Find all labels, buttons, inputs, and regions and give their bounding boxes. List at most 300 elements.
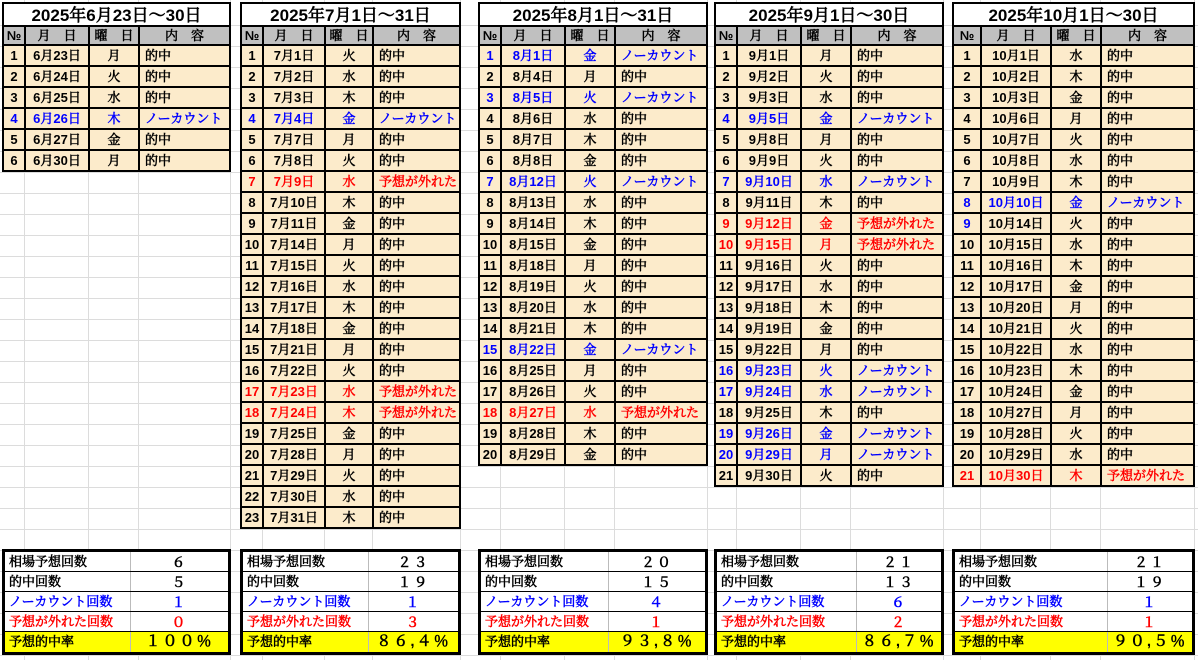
column-header-no[interactable]: №: [715, 26, 737, 45]
cell-content[interactable]: ノーカウント: [615, 87, 707, 108]
column-header-content[interactable]: 内 容: [615, 26, 707, 45]
cell-no[interactable]: 15: [715, 339, 737, 360]
cell-date[interactable]: 10月28日: [981, 423, 1051, 444]
cell-no[interactable]: 14: [953, 318, 981, 339]
cell-content[interactable]: 的中: [373, 66, 460, 87]
cell-content[interactable]: 的中: [1101, 297, 1194, 318]
cell-day[interactable]: 月: [1051, 108, 1101, 129]
cell-day[interactable]: 木: [1051, 171, 1101, 192]
cell-no[interactable]: 5: [241, 129, 263, 150]
cell-date[interactable]: 8月1日: [501, 45, 565, 66]
cell-day[interactable]: 水: [325, 486, 373, 507]
cell-content[interactable]: 的中: [851, 192, 943, 213]
cell-date[interactable]: 10月17日: [981, 276, 1051, 297]
cell-content[interactable]: 的中: [1101, 318, 1194, 339]
cell-day[interactable]: 金: [325, 318, 373, 339]
cell-day[interactable]: 水: [1051, 444, 1101, 465]
cell-no[interactable]: 21: [953, 465, 981, 486]
cell-date[interactable]: 8月27日: [501, 402, 565, 423]
cell-day[interactable]: 火: [565, 276, 615, 297]
summary-value[interactable]: ６: [891, 594, 907, 610]
table-title[interactable]: 2025年10月1日〜30日: [952, 2, 1195, 25]
cell-date[interactable]: 10月8日: [981, 150, 1051, 171]
cell-no[interactable]: 7: [479, 171, 501, 192]
cell-no[interactable]: 19: [953, 423, 981, 444]
summary-value[interactable]: １５: [641, 574, 673, 590]
cell-content[interactable]: 的中: [851, 339, 943, 360]
cell-date[interactable]: 9月29日: [737, 444, 801, 465]
cell-content[interactable]: 的中: [615, 66, 707, 87]
summary-label[interactable]: 予想的中率: [5, 632, 131, 652]
cell-no[interactable]: 15: [241, 339, 263, 360]
cell-date[interactable]: 10月22日: [981, 339, 1051, 360]
cell-no[interactable]: 4: [479, 108, 501, 129]
summary-label[interactable]: 的中回数: [717, 572, 857, 591]
column-header-no[interactable]: №: [953, 26, 981, 45]
cell-day[interactable]: 水: [801, 171, 851, 192]
cell-date[interactable]: 7月9日: [263, 171, 325, 192]
cell-date[interactable]: 9月22日: [737, 339, 801, 360]
cell-date[interactable]: 10月15日: [981, 234, 1051, 255]
cell-no[interactable]: 14: [715, 318, 737, 339]
column-header-day[interactable]: 曜 日: [801, 26, 851, 45]
cell-date[interactable]: 7月16日: [263, 276, 325, 297]
cell-date[interactable]: 8月14日: [501, 213, 565, 234]
cell-day[interactable]: 月: [325, 234, 373, 255]
cell-content[interactable]: 的中: [373, 87, 460, 108]
cell-content[interactable]: 的中: [1101, 276, 1194, 297]
cell-date[interactable]: 9月10日: [737, 171, 801, 192]
cell-no[interactable]: 1: [479, 45, 501, 66]
cell-no[interactable]: 14: [241, 318, 263, 339]
cell-date[interactable]: 7月3日: [263, 87, 325, 108]
cell-day[interactable]: 金: [565, 234, 615, 255]
cell-day[interactable]: 金: [1051, 276, 1101, 297]
cell-content[interactable]: 的中: [615, 108, 707, 129]
cell-no[interactable]: 4: [715, 108, 737, 129]
cell-date[interactable]: 7月31日: [263, 507, 325, 528]
cell-day[interactable]: 金: [801, 213, 851, 234]
cell-day[interactable]: 火: [801, 465, 851, 486]
summary-label[interactable]: 予想が外れた回数: [481, 612, 609, 631]
cell-day[interactable]: 火: [325, 360, 373, 381]
summary-value[interactable]: ９０,５％: [1112, 633, 1188, 650]
cell-date[interactable]: 9月1日: [737, 45, 801, 66]
cell-content[interactable]: ノーカウント: [851, 360, 943, 381]
summary-value[interactable]: １: [649, 614, 665, 630]
cell-content[interactable]: 予想が外れた: [1101, 465, 1194, 486]
cell-day[interactable]: 木: [89, 108, 139, 129]
cell-no[interactable]: 20: [715, 444, 737, 465]
cell-day[interactable]: 木: [1051, 255, 1101, 276]
cell-day[interactable]: 木: [565, 423, 615, 444]
cell-date[interactable]: 8月20日: [501, 297, 565, 318]
cell-day[interactable]: 木: [801, 192, 851, 213]
cell-no[interactable]: 10: [953, 234, 981, 255]
cell-day[interactable]: 水: [801, 87, 851, 108]
cell-content[interactable]: 的中: [615, 318, 707, 339]
cell-content[interactable]: 的中: [1101, 171, 1194, 192]
cell-day[interactable]: 金: [565, 339, 615, 360]
cell-content[interactable]: 的中: [373, 150, 460, 171]
cell-day[interactable]: 金: [565, 150, 615, 171]
cell-content[interactable]: 予想が外れた: [851, 213, 943, 234]
cell-day[interactable]: 火: [565, 87, 615, 108]
cell-content[interactable]: ノーカウント: [373, 108, 460, 129]
cell-no[interactable]: 4: [953, 108, 981, 129]
cell-no[interactable]: 13: [953, 297, 981, 318]
cell-day[interactable]: 水: [1051, 45, 1101, 66]
cell-content[interactable]: 的中: [1101, 339, 1194, 360]
cell-date[interactable]: 7月8日: [263, 150, 325, 171]
cell-day[interactable]: 火: [325, 45, 373, 66]
column-header-content[interactable]: 内 容: [1101, 26, 1194, 45]
cell-day[interactable]: 水: [89, 87, 139, 108]
cell-content[interactable]: 的中: [373, 360, 460, 381]
cell-date[interactable]: 9月15日: [737, 234, 801, 255]
cell-content[interactable]: 的中: [373, 486, 460, 507]
cell-day[interactable]: 月: [801, 444, 851, 465]
cell-date[interactable]: 9月12日: [737, 213, 801, 234]
cell-no[interactable]: 17: [953, 381, 981, 402]
cell-no[interactable]: 1: [3, 45, 25, 66]
cell-date[interactable]: 7月23日: [263, 381, 325, 402]
cell-date[interactable]: 10月3日: [981, 87, 1051, 108]
cell-date[interactable]: 8月5日: [501, 87, 565, 108]
cell-day[interactable]: 火: [325, 150, 373, 171]
cell-day[interactable]: 水: [1051, 339, 1101, 360]
cell-no[interactable]: 15: [479, 339, 501, 360]
cell-content[interactable]: 的中: [851, 297, 943, 318]
cell-content[interactable]: 的中: [1101, 402, 1194, 423]
cell-date[interactable]: 9月5日: [737, 108, 801, 129]
cell-date[interactable]: 9月25日: [737, 402, 801, 423]
summary-value[interactable]: ８６,７％: [861, 633, 937, 650]
summary-value[interactable]: １３: [883, 574, 915, 590]
cell-content[interactable]: 予想が外れた: [615, 402, 707, 423]
cell-no[interactable]: 21: [241, 465, 263, 486]
cell-content[interactable]: ノーカウント: [851, 423, 943, 444]
cell-no[interactable]: 9: [241, 213, 263, 234]
cell-date[interactable]: 9月11日: [737, 192, 801, 213]
cell-day[interactable]: 火: [1051, 129, 1101, 150]
cell-day[interactable]: 火: [565, 171, 615, 192]
cell-date[interactable]: 10月27日: [981, 402, 1051, 423]
cell-content[interactable]: ノーカウント: [139, 108, 230, 129]
cell-day[interactable]: 月: [1051, 297, 1101, 318]
cell-date[interactable]: 7月11日: [263, 213, 325, 234]
cell-content[interactable]: 的中: [615, 255, 707, 276]
cell-content[interactable]: 的中: [1101, 66, 1194, 87]
cell-day[interactable]: 木: [801, 402, 851, 423]
cell-content[interactable]: 的中: [1101, 444, 1194, 465]
cell-date[interactable]: 10月24日: [981, 381, 1051, 402]
cell-content[interactable]: 的中: [373, 339, 460, 360]
cell-date[interactable]: 6月27日: [25, 129, 89, 150]
cell-content[interactable]: 予想が外れた: [851, 234, 943, 255]
cell-no[interactable]: 16: [241, 360, 263, 381]
cell-day[interactable]: 木: [1051, 66, 1101, 87]
cell-no[interactable]: 6: [479, 150, 501, 171]
cell-content[interactable]: 的中: [1101, 255, 1194, 276]
cell-date[interactable]: 8月22日: [501, 339, 565, 360]
cell-content[interactable]: 的中: [851, 150, 943, 171]
cell-no[interactable]: 6: [953, 150, 981, 171]
cell-date[interactable]: 10月30日: [981, 465, 1051, 486]
cell-date[interactable]: 8月25日: [501, 360, 565, 381]
cell-content[interactable]: 的中: [373, 45, 460, 66]
cell-date[interactable]: 8月29日: [501, 444, 565, 465]
cell-no[interactable]: 22: [241, 486, 263, 507]
cell-no[interactable]: 12: [953, 276, 981, 297]
cell-date[interactable]: 7月7日: [263, 129, 325, 150]
cell-date[interactable]: 10月23日: [981, 360, 1051, 381]
cell-content[interactable]: ノーカウント: [1101, 192, 1194, 213]
cell-no[interactable]: 17: [715, 381, 737, 402]
cell-no[interactable]: 2: [241, 66, 263, 87]
cell-content[interactable]: 的中: [1101, 108, 1194, 129]
summary-label[interactable]: 相場予想回数: [5, 552, 131, 571]
cell-day[interactable]: 金: [801, 423, 851, 444]
cell-day[interactable]: 木: [801, 297, 851, 318]
cell-no[interactable]: 14: [479, 318, 501, 339]
cell-day[interactable]: 木: [325, 192, 373, 213]
cell-no[interactable]: 18: [953, 402, 981, 423]
cell-date[interactable]: 7月24日: [263, 402, 325, 423]
summary-label[interactable]: 相場予想回数: [717, 552, 857, 571]
cell-content[interactable]: 的中: [139, 129, 230, 150]
cell-day[interactable]: 木: [325, 87, 373, 108]
cell-content[interactable]: 的中: [1101, 423, 1194, 444]
cell-content[interactable]: 的中: [1101, 381, 1194, 402]
cell-no[interactable]: 17: [241, 381, 263, 402]
cell-content[interactable]: 的中: [851, 66, 943, 87]
cell-date[interactable]: 6月25日: [25, 87, 89, 108]
cell-date[interactable]: 9月8日: [737, 129, 801, 150]
cell-day[interactable]: 火: [325, 255, 373, 276]
cell-day[interactable]: 水: [325, 381, 373, 402]
summary-value[interactable]: １００％: [145, 633, 214, 650]
cell-date[interactable]: 8月26日: [501, 381, 565, 402]
cell-no[interactable]: 18: [715, 402, 737, 423]
cell-day[interactable]: 水: [565, 108, 615, 129]
cell-date[interactable]: 9月3日: [737, 87, 801, 108]
cell-day[interactable]: 月: [565, 66, 615, 87]
cell-date[interactable]: 8月28日: [501, 423, 565, 444]
summary-value[interactable]: １: [171, 594, 188, 610]
summary-label[interactable]: 予想的中率: [481, 632, 609, 652]
cell-no[interactable]: 3: [241, 87, 263, 108]
cell-date[interactable]: 7月18日: [263, 318, 325, 339]
cell-date[interactable]: 10月14日: [981, 213, 1051, 234]
cell-date[interactable]: 9月17日: [737, 276, 801, 297]
cell-date[interactable]: 9月24日: [737, 381, 801, 402]
cell-day[interactable]: 火: [801, 66, 851, 87]
cell-day[interactable]: 水: [801, 276, 851, 297]
cell-date[interactable]: 7月28日: [263, 444, 325, 465]
cell-date[interactable]: 10月16日: [981, 255, 1051, 276]
cell-no[interactable]: 8: [953, 192, 981, 213]
cell-date[interactable]: 7月25日: [263, 423, 325, 444]
cell-no[interactable]: 1: [715, 45, 737, 66]
column-header-day[interactable]: 曜 日: [565, 26, 615, 45]
summary-value[interactable]: ６: [171, 554, 188, 570]
summary-label[interactable]: ノーカウント回数: [243, 592, 369, 611]
cell-content[interactable]: 的中: [373, 507, 460, 528]
cell-date[interactable]: 7月1日: [263, 45, 325, 66]
summary-label[interactable]: 予想が外れた回数: [717, 612, 857, 631]
cell-date[interactable]: 8月15日: [501, 234, 565, 255]
cell-no[interactable]: 15: [953, 339, 981, 360]
cell-date[interactable]: 7月15日: [263, 255, 325, 276]
table-title[interactable]: 2025年6月23日〜30日: [2, 2, 231, 25]
summary-value[interactable]: １９: [397, 574, 430, 590]
cell-content[interactable]: 的中: [1101, 234, 1194, 255]
cell-day[interactable]: 水: [325, 66, 373, 87]
cell-day[interactable]: 火: [801, 360, 851, 381]
summary-value[interactable]: ２０: [641, 554, 673, 570]
cell-day[interactable]: 水: [325, 276, 373, 297]
cell-content[interactable]: 的中: [615, 213, 707, 234]
column-header-date[interactable]: 月 日: [25, 26, 89, 45]
cell-no[interactable]: 6: [3, 150, 25, 171]
cell-content[interactable]: 的中: [615, 129, 707, 150]
cell-content[interactable]: 的中: [373, 465, 460, 486]
cell-no[interactable]: 11: [715, 255, 737, 276]
cell-no[interactable]: 2: [953, 66, 981, 87]
column-header-no[interactable]: №: [241, 26, 263, 45]
cell-content[interactable]: 的中: [615, 192, 707, 213]
cell-day[interactable]: 金: [565, 45, 615, 66]
cell-no[interactable]: 13: [715, 297, 737, 318]
cell-content[interactable]: 的中: [615, 276, 707, 297]
cell-content[interactable]: 的中: [851, 318, 943, 339]
summary-value[interactable]: ５: [171, 574, 188, 590]
cell-content[interactable]: ノーカウント: [615, 171, 707, 192]
column-header-content[interactable]: 内 容: [373, 26, 460, 45]
cell-content[interactable]: 的中: [615, 381, 707, 402]
column-header-content[interactable]: 内 容: [851, 26, 943, 45]
cell-day[interactable]: 水: [1051, 150, 1101, 171]
cell-no[interactable]: 12: [479, 276, 501, 297]
cell-no[interactable]: 20: [479, 444, 501, 465]
cell-no[interactable]: 19: [479, 423, 501, 444]
summary-label[interactable]: 的中回数: [5, 572, 131, 591]
cell-no[interactable]: 9: [479, 213, 501, 234]
summary-label[interactable]: 的中回数: [481, 572, 609, 591]
cell-no[interactable]: 4: [241, 108, 263, 129]
summary-value[interactable]: １: [1142, 594, 1158, 610]
cell-content[interactable]: 的中: [615, 297, 707, 318]
cell-no[interactable]: 11: [479, 255, 501, 276]
cell-day[interactable]: 木: [565, 318, 615, 339]
cell-content[interactable]: 的中: [373, 255, 460, 276]
cell-day[interactable]: 木: [1051, 465, 1101, 486]
cell-content[interactable]: 的中: [1101, 150, 1194, 171]
cell-date[interactable]: 7月17日: [263, 297, 325, 318]
cell-date[interactable]: 10月7日: [981, 129, 1051, 150]
cell-content[interactable]: 的中: [373, 213, 460, 234]
cell-content[interactable]: 的中: [373, 297, 460, 318]
summary-label[interactable]: ノーカウント回数: [5, 592, 131, 611]
summary-label[interactable]: 相場予想回数: [243, 552, 369, 571]
cell-content[interactable]: 予想が外れた: [373, 381, 460, 402]
cell-day[interactable]: 月: [801, 339, 851, 360]
cell-day[interactable]: 木: [1051, 360, 1101, 381]
cell-content[interactable]: 的中: [373, 129, 460, 150]
summary-label[interactable]: 予想が外れた回数: [955, 612, 1108, 631]
cell-date[interactable]: 10月6日: [981, 108, 1051, 129]
cell-date[interactable]: 8月8日: [501, 150, 565, 171]
column-header-date[interactable]: 月 日: [263, 26, 325, 45]
column-header-no[interactable]: №: [3, 26, 25, 45]
cell-day[interactable]: 月: [801, 129, 851, 150]
cell-no[interactable]: 16: [715, 360, 737, 381]
cell-day[interactable]: 木: [325, 402, 373, 423]
cell-no[interactable]: 11: [241, 255, 263, 276]
cell-content[interactable]: 的中: [851, 45, 943, 66]
column-header-date[interactable]: 月 日: [981, 26, 1051, 45]
cell-content[interactable]: 的中: [615, 360, 707, 381]
column-header-content[interactable]: 内 容: [139, 26, 230, 45]
cell-no[interactable]: 5: [3, 129, 25, 150]
summary-value[interactable]: １: [405, 594, 422, 610]
cell-no[interactable]: 7: [241, 171, 263, 192]
cell-content[interactable]: 的中: [373, 444, 460, 465]
cell-date[interactable]: 9月2日: [737, 66, 801, 87]
summary-value[interactable]: ４: [649, 594, 665, 610]
table-title[interactable]: 2025年9月1日〜30日: [714, 2, 944, 25]
cell-content[interactable]: 的中: [615, 423, 707, 444]
summary-label[interactable]: 予想が外れた回数: [5, 612, 131, 631]
cell-no[interactable]: 16: [953, 360, 981, 381]
summary-value[interactable]: ０: [171, 614, 188, 630]
cell-no[interactable]: 10: [479, 234, 501, 255]
cell-content[interactable]: ノーカウント: [851, 171, 943, 192]
cell-no[interactable]: 13: [479, 297, 501, 318]
cell-content[interactable]: 的中: [139, 150, 230, 171]
cell-day[interactable]: 水: [1051, 234, 1101, 255]
cell-date[interactable]: 9月30日: [737, 465, 801, 486]
summary-label[interactable]: 的中回数: [955, 572, 1108, 591]
cell-day[interactable]: 火: [801, 255, 851, 276]
cell-date[interactable]: 8月18日: [501, 255, 565, 276]
summary-label[interactable]: 的中回数: [243, 572, 369, 591]
cell-day[interactable]: 火: [325, 465, 373, 486]
column-header-date[interactable]: 月 日: [737, 26, 801, 45]
cell-date[interactable]: 6月24日: [25, 66, 89, 87]
cell-day[interactable]: 木: [565, 129, 615, 150]
cell-no[interactable]: 9: [715, 213, 737, 234]
cell-no[interactable]: 23: [241, 507, 263, 528]
cell-date[interactable]: 8月6日: [501, 108, 565, 129]
summary-label[interactable]: 予想的中率: [243, 632, 369, 652]
column-header-day[interactable]: 曜 日: [1051, 26, 1101, 45]
cell-content[interactable]: 予想が外れた: [373, 402, 460, 423]
cell-content[interactable]: ノーカウント: [615, 45, 707, 66]
cell-day[interactable]: 火: [1051, 318, 1101, 339]
cell-content[interactable]: 的中: [373, 318, 460, 339]
cell-no[interactable]: 3: [479, 87, 501, 108]
cell-date[interactable]: 7月30日: [263, 486, 325, 507]
cell-no[interactable]: 8: [479, 192, 501, 213]
cell-no[interactable]: 19: [241, 423, 263, 444]
cell-day[interactable]: 水: [565, 402, 615, 423]
summary-label[interactable]: 相場予想回数: [481, 552, 609, 571]
cell-content[interactable]: 的中: [373, 276, 460, 297]
cell-no[interactable]: 21: [715, 465, 737, 486]
cell-no[interactable]: 20: [241, 444, 263, 465]
